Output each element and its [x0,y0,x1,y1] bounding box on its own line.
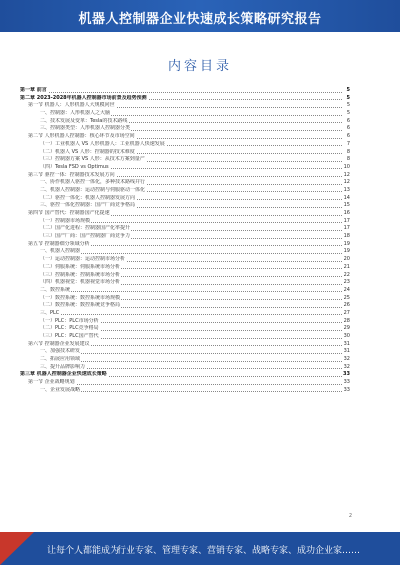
toc-entry-text: 一、加强技术研发 [40,348,81,355]
toc-entry-page: 24 [343,286,350,293]
toc-entry-page: 12 [343,179,350,186]
toc-entry-page: 16 [343,210,350,216]
toc-entry-text: （一）数控系统：数控系统市场规模 [40,294,121,301]
toc-entry-page: 32 [343,356,350,363]
toc-entry[interactable] [20,241,350,249]
toc-entry-page: 25 [343,294,350,301]
toc-entry-page: 21 [343,263,350,270]
toc-entry-page: 17 [343,217,350,224]
toc-entry-text: （一）控制器市场规模 [40,217,91,224]
toc-entry[interactable] [20,348,350,356]
toc-entry-page: 31 [343,340,350,347]
toc-entry-text: （三）国产厂商：国产控制器厂商竞争力 [40,233,131,240]
toc-entry-text: 一、协作机器人驱控一体化，多种技术路线并行 [40,179,146,186]
toc-entry-text: （四）Tesla FSD vs Optimus [40,163,109,170]
toc-entry-text: 第一章 前言 [20,87,47,93]
toc-entry[interactable] [20,118,350,126]
toc-entry-page: 22 [343,271,350,278]
toc-leader-dots [40,353,342,354]
toc-entry-text: 三、PLC [40,309,60,316]
toc-entry-page: 6 [346,117,350,124]
toc-title: 内容目录 [167,59,232,74]
toc-entry-page: 5 [346,94,350,101]
toc-entry-text: （一）运动控制器：运动控制市场分析 [40,256,126,263]
page-number: 2 [348,513,352,519]
toc-entry[interactable] [20,387,350,395]
toc-leader-dots [40,253,342,254]
toc-entry-text: （三）PLC：PLC国产替代 [40,333,99,339]
toc-entry[interactable] [20,302,350,310]
toc-entry-page: 15 [343,202,350,209]
toc-entry[interactable] [20,218,350,226]
report-title: 机器人控制器企业快速成长策略研究报告 [78,12,322,27]
toc-entry-page: 23 [343,279,350,286]
toc-entry-page: 27 [343,309,350,316]
toc-entry[interactable] [20,202,350,210]
toc-entry-page: 5 [346,110,350,117]
toc-entry-text: （一）工业机器人 VS 人形机器人：工业机器人快速发展 [40,140,165,147]
toc-entry-page: 12 [343,171,350,178]
toc-entry-page: 8 [346,148,350,155]
toc-entry[interactable] [20,164,350,172]
footer-accent-shape [0,532,34,565]
toc-entry-text: （二）PLC：PLC竞争格局 [40,325,99,332]
toc-entry-text: 第一节 机器人：人形机器人大规模问世 [28,102,115,109]
toc-entry-text: （一）PLC：PLC市场分析 [40,317,99,324]
footer-banner [0,532,400,565]
toc-entry-text: 第四节 国产替代：控制器国产化提速 [28,210,110,216]
toc-entry-text: 第一节 企业战略规划 [28,379,75,386]
toc-entry-text: 三、驱控一体化控制器：国产厂商竞争格局 [40,202,136,209]
toc-entry[interactable] [20,371,350,379]
toc-entry-page: 13 [343,186,350,193]
toc-entry-text: （二）驱控一体化：机器人控制器发展方向 [40,194,136,201]
toc-entry-text: （三）控制器方案 VS 人形：从技术方案到量产 [40,156,145,163]
toc-entry-page: 6 [346,133,350,140]
footer-roles: 行业专家、管理专家、营销专家、战略专家、成功企业家…… [117,546,361,556]
toc-entry[interactable] [20,187,350,195]
toc-entry[interactable] [20,141,350,149]
toc-entry-text: 第三章 机器人控制器企业快速成长策略 [20,371,107,378]
toc-entry-text: 第二章 2023-2028年机器人控制器市场前景及趋势预测 [20,94,147,101]
toc-entry-text: 二、机器人控制器：运动控制与伺服驱动一体化 [40,186,146,193]
toc-entry[interactable] [20,156,350,164]
toc-entry-text: 第三节 驱控一体：控制器技术发展方向 [28,171,115,178]
toc-entry-page: 10 [343,163,350,170]
toc-entry-page: 28 [343,317,350,324]
toc-entry-page: 5 [346,87,350,93]
toc-entry[interactable] [20,295,350,303]
toc-entry-text: 二、技术发展及变革：Tesla的技术路线 [40,117,128,124]
report-header [0,0,400,32]
toc-entry-text: （二）国产化进程：控制器国产化率提升 [40,225,131,232]
toc-entry[interactable] [20,379,350,387]
toc-entry[interactable] [20,287,350,295]
toc-entry[interactable] [20,256,350,264]
toc-entry-page: 19 [343,248,350,255]
toc-entry-page: 29 [343,325,350,332]
toc-entry-text: 二、拓展应用领域 [40,356,81,363]
toc-entry[interactable] [20,325,350,333]
toc-entry-text: （三）控制系统：控制系统市场分析 [40,271,121,278]
toc-entry[interactable] [20,102,350,110]
toc-entry-page: 30 [343,333,350,339]
toc-leader-dots [40,314,342,315]
toc-entry-text: 一、控制器：人形机器人之大脑 [40,110,111,117]
toc-leader-dots [40,291,342,292]
toc-entry-page: 6 [346,125,350,132]
toc-entry-page: 5 [346,102,350,109]
toc-entry[interactable] [20,364,350,372]
toc-entry-page: 19 [343,240,350,247]
toc-leader-dots [20,92,342,93]
toc-entry[interactable] [20,179,350,187]
toc-entry-text: 第二节 人形机器人控制器：核心环节及市场空间 [28,133,135,140]
toc-entry-text: 三、提升品牌影响力 [40,363,86,370]
toc-entry[interactable] [20,318,350,326]
toc-entry[interactable] [20,248,350,256]
toc-entry-page: 31 [343,348,350,355]
toc-entry[interactable] [20,272,350,280]
toc-entry-page: 7 [346,140,350,147]
toc-entry[interactable] [20,133,350,141]
toc-entry-text: （二）数控系统：数控系统竞争格局 [40,302,121,309]
toc-entry[interactable] [20,149,350,157]
toc-entry-page: 33 [343,379,350,386]
toc-entry-page: 8 [346,156,350,163]
toc-leader-dots [40,391,342,392]
toc-entry-text: 一、企业发展战略 [40,386,81,393]
table-of-contents [20,87,350,395]
toc-entry-page: 14 [343,194,350,201]
toc-entry[interactable] [20,233,350,241]
toc-entry-text: 一、机器人控制器 [40,248,81,255]
toc-entry[interactable] [20,279,350,287]
toc-entry[interactable] [20,210,350,218]
toc-entry-text: 第六节 控制器企业发展建议 [28,340,90,347]
toc-entry[interactable] [20,333,350,341]
toc-entry-text: （二）机器人 VS 人形：控制器的技术难度 [40,148,135,155]
toc-entry-page: 33 [343,386,350,393]
toc-entry[interactable] [20,125,350,133]
toc-entry-page: 17 [343,225,350,232]
toc-entry-page: 20 [343,256,350,263]
toc-entry-text: 第五节 控制器细分领域分析 [28,240,90,247]
toc-entry-page: 26 [343,302,350,309]
toc-entry[interactable] [20,264,350,272]
toc-entry[interactable] [20,310,350,318]
toc-entry[interactable] [20,87,350,95]
footer-slogan: 让每个人都能成为 [47,546,120,556]
toc-entry-text: （四）机器视觉：机器视觉市场分析 [40,279,121,286]
toc-entry[interactable] [20,172,350,180]
toc-entry-text: 二、数控系统 [40,286,71,293]
toc-entry-text: （二）伺服系统：伺服系统市场分析 [40,263,121,270]
toc-entry[interactable] [20,225,350,233]
toc-entry[interactable] [20,356,350,364]
toc-entry-page: 18 [343,233,350,240]
toc-entry-page: 33 [343,371,350,378]
toc-entry[interactable] [20,341,350,349]
toc-entry[interactable] [20,110,350,118]
toc-entry[interactable] [20,195,350,203]
toc-leader-dots [40,361,342,362]
toc-entry-text: 三、控制器类型：人形机器人控制器分类 [40,125,131,132]
toc-entry[interactable] [20,95,350,103]
toc-entry-page: 32 [343,363,350,370]
